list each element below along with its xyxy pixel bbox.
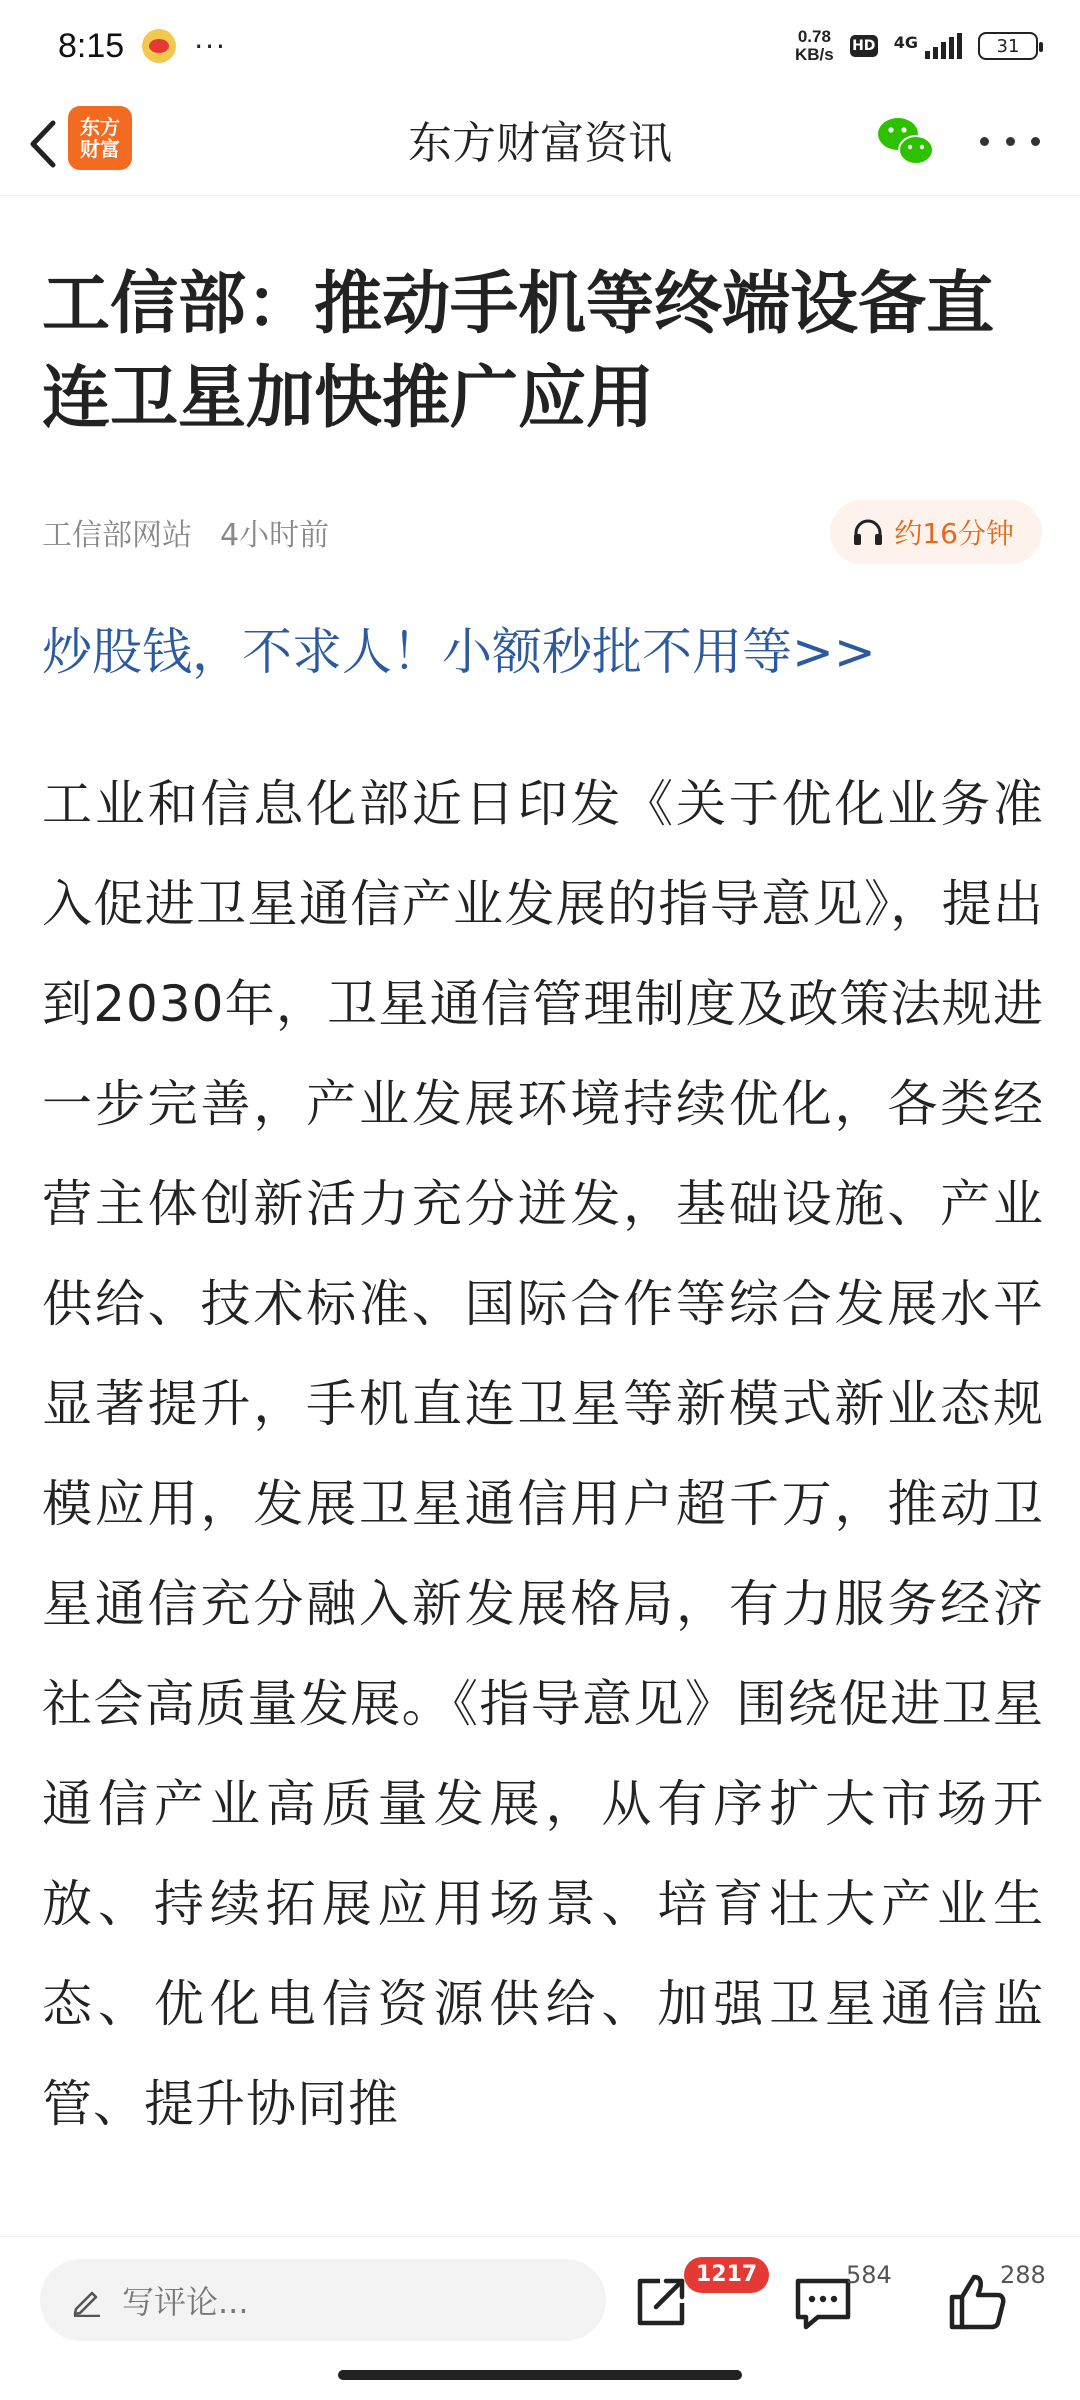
article-meta bbox=[42, 500, 1042, 564]
more-options-button[interactable] bbox=[980, 116, 1040, 166]
home-indicator[interactable] bbox=[338, 2370, 742, 2380]
listen-button[interactable] bbox=[830, 500, 1042, 564]
chevron-left-icon bbox=[27, 119, 59, 169]
comment-count: 584 bbox=[846, 2261, 892, 2289]
listen-duration: 约16分钟 bbox=[894, 517, 1014, 550]
status-bar bbox=[0, 0, 1080, 92]
dot-icon bbox=[980, 137, 989, 146]
more-notifications-icon: ··· bbox=[194, 29, 227, 63]
headphones-icon bbox=[852, 517, 884, 547]
eastmoney-logo[interactable]: 东方 财富 bbox=[68, 106, 132, 170]
dot-icon bbox=[1031, 137, 1040, 146]
status-time: 8:15 bbox=[58, 26, 125, 65]
pen-icon bbox=[70, 2283, 104, 2317]
wechat-share-button[interactable] bbox=[874, 110, 938, 174]
comment-input[interactable] bbox=[40, 2259, 606, 2341]
like-count: 288 bbox=[1000, 2261, 1046, 2289]
signal-icon: 4G bbox=[894, 33, 962, 59]
comment-placeholder: 写评论... bbox=[122, 2283, 249, 2321]
page-title: 东方财富资讯 bbox=[408, 118, 672, 169]
article-body: 工业和信息化部近日印发《关于优化业务准入促进卫星通信产业发展的指导意见》，提出到2030年，卫星通信管理制度及政策法规进一步完善，产业发展环境持续优化，各类经营主体创新活力充分迸发，基础设施、产业供给、技术标准、国际合作等综合发展水平显著提升，手机直连卫星等新模式新业态规模应用，发展卫星通信用户超千万，推动卫星通信充分融入新发展格局，有力服务经济社会高质量发展。《指导意见》围绕促进卫星通信产业高质量发展，从有序扩大市场开放、持续拓展应用场景、培育壮大产业生态、优化电信资源供给、加强卫星通信监管、提升协同推 bbox=[42, 775, 1044, 2133]
status-right bbox=[795, 28, 1038, 64]
article-title: 工信部：推动手机等终端设备直连卫星加快推广应用 bbox=[42, 265, 995, 438]
promo-link[interactable]: 炒股钱，不求人！小额秒批不用等>> bbox=[42, 623, 876, 681]
wechat-icon bbox=[874, 110, 938, 174]
nav-bar bbox=[0, 92, 1080, 196]
article-time: 4小时前 bbox=[220, 518, 330, 553]
share-count-badge: 1217 bbox=[684, 2257, 769, 2293]
dot-icon bbox=[1006, 137, 1015, 146]
hd-icon: HD bbox=[850, 35, 878, 57]
weibo-notification-icon bbox=[142, 29, 176, 63]
back-button[interactable] bbox=[18, 114, 68, 174]
status-left bbox=[58, 27, 227, 66]
article-source[interactable]: 工信部网站 bbox=[42, 518, 192, 553]
battery-icon: 31 bbox=[978, 32, 1038, 60]
network-speed: 0.78 KB/s bbox=[795, 27, 834, 64]
